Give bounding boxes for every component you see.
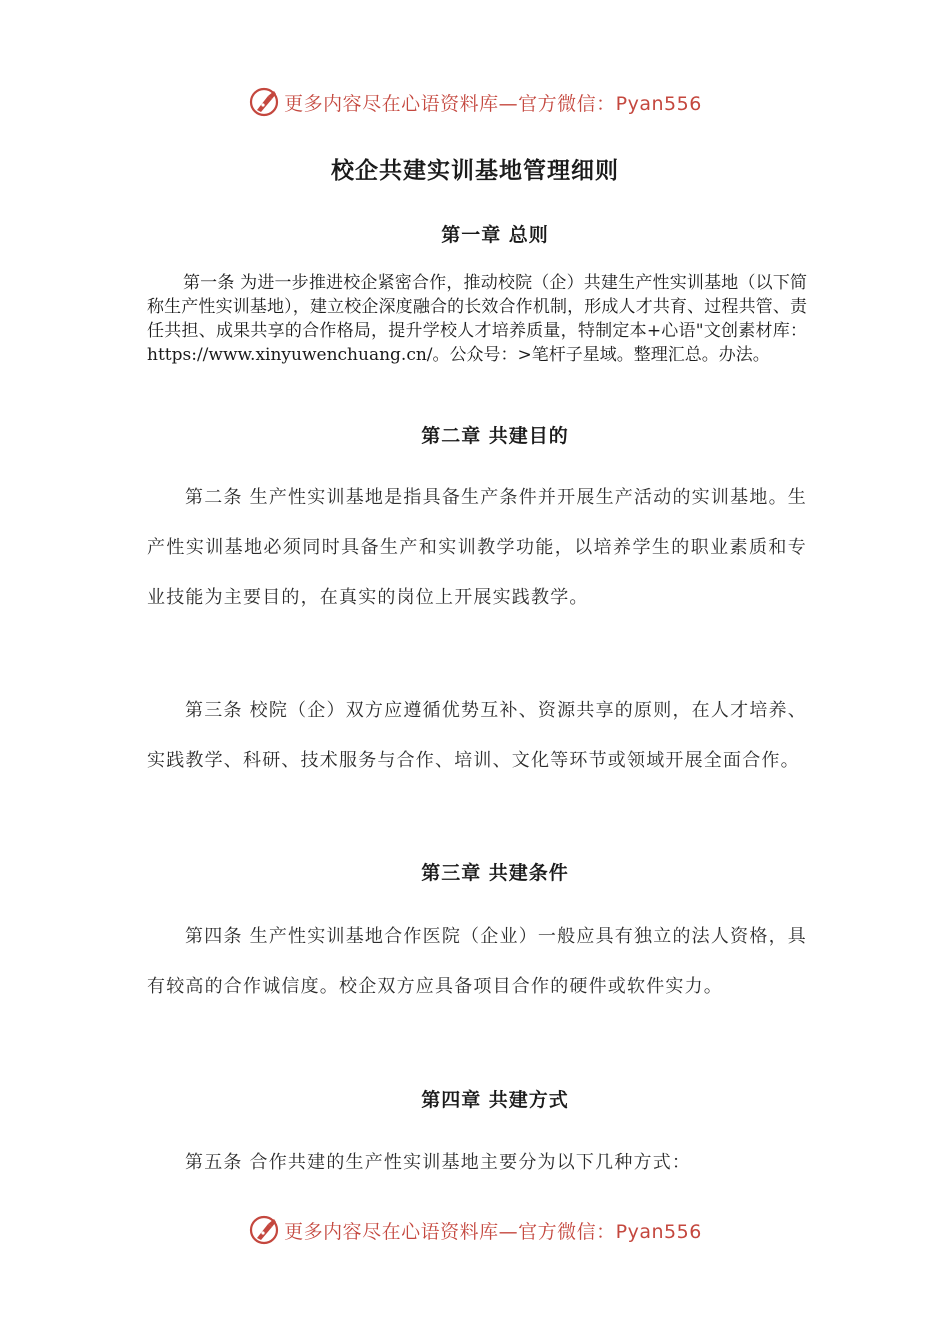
- pen-nib-circle-icon: [248, 86, 280, 118]
- header-banner-text: 更多内容尽在心语资料库—官方微信：Pyan556: [284, 92, 702, 115]
- article-1-paragraph: 第一条 为进一步推进校企紧密合作，推动校院（企）共建生产性实训基地（以下简称生产性实训基地），建立校企深度融合的长效合作机制，形成人才共育、过程共管、责任共担、成果共享的合作格局，提升学校人才培养质量，特制定本+心语"文创素材库：https://www.xinyuwenchuang.cn/。公众号：>笔杆子星域。整理汇总。办法。: [147, 273, 807, 365]
- footer-banner-text: 更多内容尽在心语资料库—官方微信：Pyan556: [284, 1220, 702, 1243]
- chapter-heading-4: 第四章 共建方式: [421, 1089, 569, 1111]
- footer-banner: [0, 1210, 950, 1250]
- document-title: 校企共建实训基地管理细则: [331, 158, 619, 184]
- article-5-paragraph: 第五条 合作共建的生产性实训基地主要分为以下几种方式：: [185, 1152, 692, 1173]
- article-3-paragraph: 第三条 校院（企）双方应遵循优势互补、资源共享的原则，在人才培养、实践教学、科研、技术服务与合作、培训、文化等环节或领域开展全面合作。: [147, 700, 807, 771]
- chapter-heading-1: 第一章 总则: [441, 224, 549, 246]
- header-banner: [0, 82, 950, 122]
- article-2-paragraph: 第二条 生产性实训基地是指具备生产条件并开展生产活动的实训基地。生产性实训基地必须同时具备生产和实训教学功能，以培养学生的职业素质和专业技能为主要目的，在真实的岗位上开展实践教学。: [147, 487, 807, 608]
- chapter-heading-2: 第二章 共建目的: [421, 425, 569, 447]
- article-4-paragraph: 第四条 生产性实训基地合作医院（企业）一般应具有独立的法人资格，具有较高的合作诚信度。校企双方应具备项目合作的硬件或软件实力。: [147, 926, 807, 997]
- pen-nib-circle-icon: [248, 1214, 280, 1246]
- chapter-heading-3: 第三章 共建条件: [421, 862, 569, 884]
